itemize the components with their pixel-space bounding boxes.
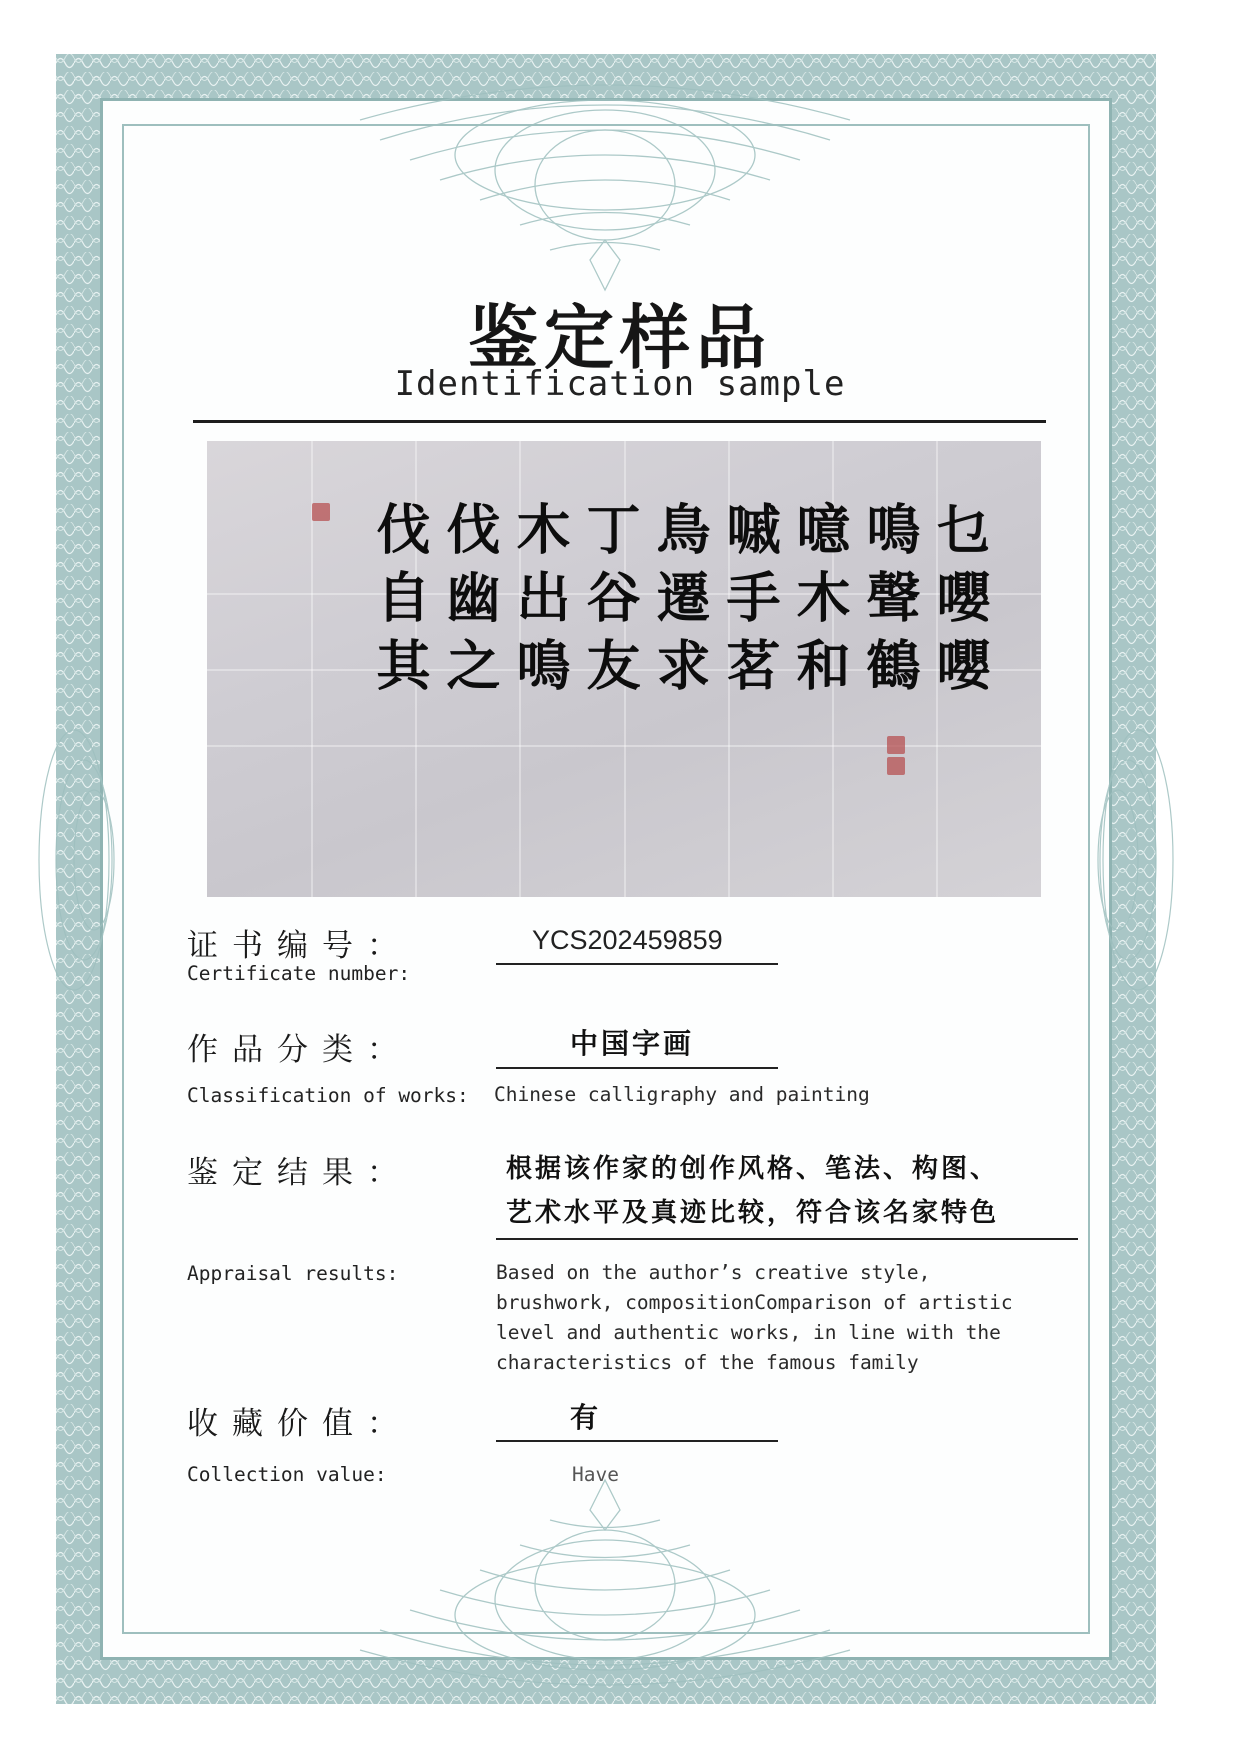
certificate-number-underline bbox=[496, 963, 778, 965]
calligraphy-column: 鳴聲鶴 bbox=[858, 501, 922, 705]
artwork-photo bbox=[207, 441, 1041, 897]
classification-label-zh: 作品分类： bbox=[187, 1032, 412, 1068]
classification-underline bbox=[496, 1067, 778, 1069]
rosette-ornament-left bbox=[34, 700, 144, 1020]
appraisal-value-en-line4: characteristics of the famous family bbox=[496, 1351, 919, 1374]
calligraphy-column: 鳥遷求 bbox=[648, 501, 712, 705]
calligraphy-column: 木出鳴 bbox=[508, 501, 572, 705]
appraisal-label-zh: 鉴定结果： bbox=[187, 1155, 412, 1191]
collection-value-label-en: Collection value: bbox=[187, 1463, 387, 1486]
collection-value-zh: 有 bbox=[570, 1401, 602, 1434]
collection-value-en: Have bbox=[572, 1463, 619, 1486]
classification-value-en: Chinese calligraphy and painting bbox=[494, 1083, 870, 1106]
page-subtitle: Identification sample bbox=[394, 364, 846, 404]
calligraphy-column: 嘁手茗 bbox=[718, 501, 782, 705]
collection-value-underline bbox=[496, 1440, 778, 1442]
appraisal-value-en-line1: Based on the author’s creative style, bbox=[496, 1261, 931, 1284]
classification-value-zh: 中国字画 bbox=[570, 1027, 695, 1060]
calligraphy-column: 噫木和 bbox=[788, 501, 852, 705]
calligraphy-column: 丁谷友 bbox=[578, 501, 642, 705]
seal-stamp-icon bbox=[887, 757, 905, 775]
calligraphy-column: 伐幽之 bbox=[438, 501, 502, 705]
appraisal-value-zh-line1: 根据该作家的创作风格、笔法、构图、 bbox=[506, 1154, 1000, 1184]
rosette-ornament-top bbox=[350, 60, 860, 310]
classification-label-en: Classification of works: bbox=[187, 1084, 469, 1107]
appraisal-label-en: Appraisal results: bbox=[187, 1262, 399, 1285]
rosette-ornament-bottom bbox=[350, 1460, 860, 1710]
appraisal-value-en-line3: level and authentic works, in line with the bbox=[496, 1321, 1001, 1344]
title-divider bbox=[193, 420, 1046, 423]
appraisal-underline bbox=[496, 1238, 1078, 1240]
page-title: 鉴定样品 bbox=[468, 297, 772, 379]
certificate-number-label-zh: 证书编号： bbox=[187, 928, 412, 964]
seal-stamp-icon bbox=[887, 736, 905, 754]
certificate-number-label-en: Certificate number: bbox=[187, 962, 411, 985]
rosette-ornament-right bbox=[1068, 700, 1178, 1020]
certificate-number-value: YCS202459859 bbox=[532, 925, 723, 955]
calligraphy-column: 乜嚶嚶 bbox=[928, 501, 992, 705]
collection-value-label-zh: 收藏价值： bbox=[187, 1406, 412, 1442]
seal-stamp-icon bbox=[312, 503, 330, 521]
appraisal-value-zh-line2: 艺术水平及真迹比较，符合该名家特色 bbox=[506, 1198, 1000, 1228]
appraisal-value-en-line2: brushwork, compositionComparison of artistic bbox=[496, 1291, 1013, 1314]
calligraphy-column: 伐自其 bbox=[368, 501, 432, 705]
